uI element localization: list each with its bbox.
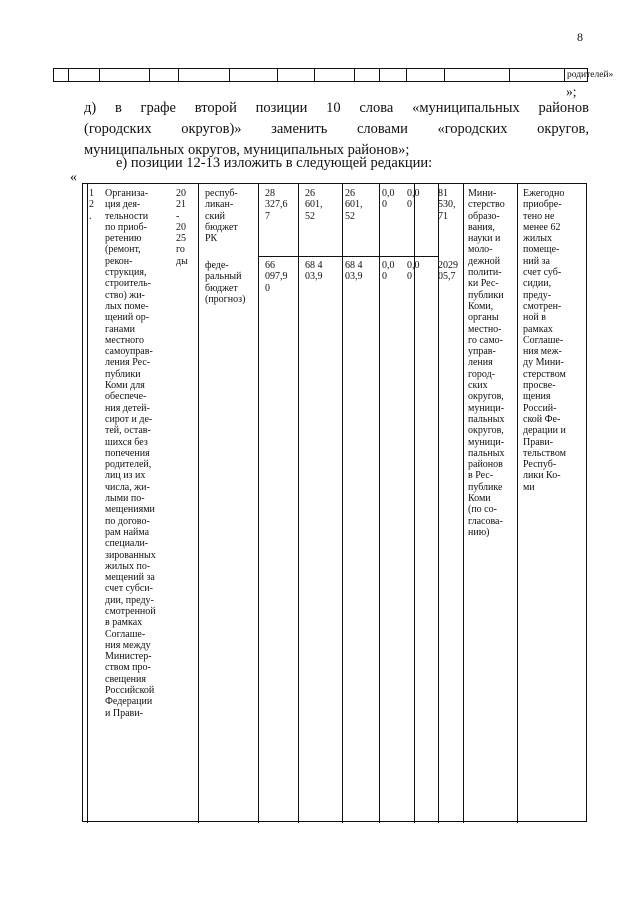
page-number: 8 xyxy=(577,30,583,44)
column-divider xyxy=(379,184,380,823)
paragraph-d-line-2: (городских округов)» заменить словами «городских округов, xyxy=(84,121,589,137)
positions-table xyxy=(82,183,587,822)
row1-value-3: 26 601, 52 xyxy=(345,188,363,222)
closing-quote: »; xyxy=(566,84,577,99)
expected-result: Ежегодно приобре- тено не менее 62 жилых помеще- ний за счет суб- сидии, преду- смотрен- ной в рамках Соглаше- ния меж- ду Мини- стерством просве- щения Россий- ской Фе- дерации и Прави- тельством Респуб- лики Ко- ми xyxy=(523,188,566,493)
measure-name: Организа- ция дея- тельности по приоб- ретению (ремонт, рекон- струкция, строитель- ство) жи- лых поме- щений ор- ганами местного самоуправ- ления Рес- публики Коми для обеспече- ния детей- сирот и де- тей, остав- шихся без попечения родителей, лиц из их числа, жи- лыми по- мещениями по догово- рам найма специали- зированных жилых по- мещений за счет субси- дии, преду- смотренной в рамках Соглаше- ния между Министер- ством про- свещения Российской Федерации и Прави- xyxy=(105,188,156,719)
paragraph-d-line-3: муниципальных округов, муниципальных районов»; xyxy=(84,142,410,158)
column-divider xyxy=(342,184,343,823)
column-divider xyxy=(517,184,518,823)
previous-row-text: родителей» xyxy=(567,70,614,80)
row2-value-5: 0,0 0 xyxy=(407,260,420,283)
funding-source-2: феде- ральный бюджет (прогноз) xyxy=(205,260,246,305)
implementation-period: 20 21 - 20 25 го ды xyxy=(176,188,188,267)
row1-value-1: 28 327,6 7 xyxy=(265,188,288,222)
column-divider xyxy=(198,184,199,823)
responsible-executors: Мини- стерство образо- вания, науки и моло- дежной полити- ки Рес- публики Коми, органы местно- го само- управ- ления город- ских округов, муници- пальных округов, муници- пальных районов в Рес- публике Коми (по со- гласова- нию) xyxy=(468,188,505,538)
column-divider xyxy=(87,184,88,823)
row2-value-2: 68 4 03,9 xyxy=(305,260,323,283)
row2-value-4: 0,0 0 xyxy=(382,260,395,283)
funding-source-1: респуб- ликан- ский бюджет РК xyxy=(205,188,238,245)
row2-value-6: 2029 05,7 xyxy=(438,260,458,283)
row1-value-6: 81 530, 71 xyxy=(438,188,456,222)
row-divider xyxy=(258,256,438,257)
row1-value-5: 0,0 0 xyxy=(407,188,420,211)
row2-value-1: 66 097,9 0 xyxy=(265,260,288,294)
column-divider xyxy=(298,184,299,823)
position-number: 1 2 . xyxy=(89,188,94,222)
paragraph-e: е) позиции 12-13 изложить в следующей редакции: xyxy=(116,155,433,171)
opening-quote: « xyxy=(70,170,77,185)
row1-value-4: 0,0 0 xyxy=(382,188,395,211)
row1-value-2: 26 601, 52 xyxy=(305,188,323,222)
column-divider xyxy=(258,184,259,823)
paragraph-d-line-1: д) в графе второй позиции 10 слова «муниципальных районов xyxy=(84,100,589,116)
previous-table-row xyxy=(53,68,614,82)
row2-value-3: 68 4 03,9 xyxy=(345,260,363,283)
